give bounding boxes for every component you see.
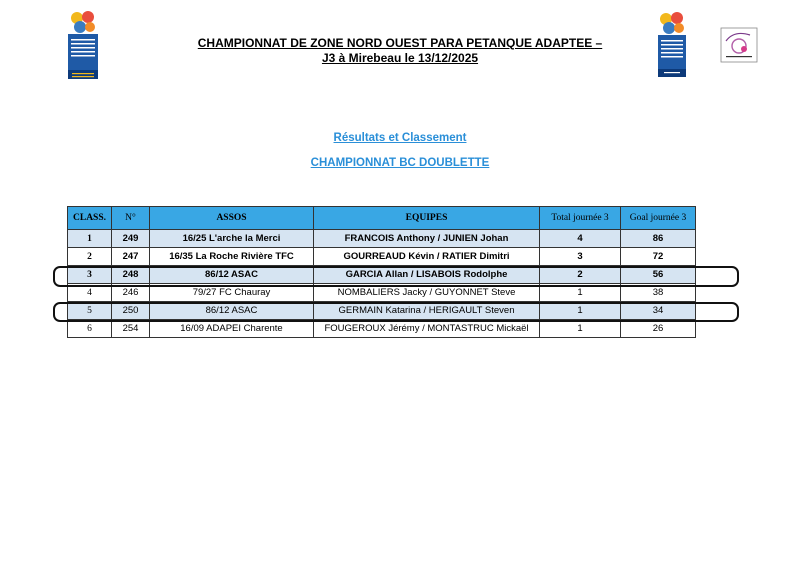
table-row bbox=[68, 266, 696, 284]
table-row bbox=[68, 302, 696, 320]
assos-cell: 86/12 ASAC bbox=[150, 266, 314, 284]
rank-cell: 2 bbox=[68, 248, 112, 266]
number-cell: 246 bbox=[112, 284, 150, 302]
assos-cell: 16/25 L'arche la Merci bbox=[150, 230, 314, 248]
table-row bbox=[68, 230, 696, 248]
header-goal: Goal journée 3 bbox=[621, 207, 696, 230]
total-cell: 3 bbox=[540, 248, 621, 266]
championship-heading: CHAMPIONNAT BC DOUBLETTE bbox=[310, 157, 490, 169]
table-row bbox=[68, 320, 696, 338]
ffsa-nouvelle-aquitaine-logo bbox=[66, 8, 100, 80]
goal-cell: 86 bbox=[621, 230, 696, 248]
total-cell: 2 bbox=[540, 266, 621, 284]
team-cell: GOURREAUD Kévin / RATIER Dimitri bbox=[314, 248, 540, 266]
number-cell: 254 bbox=[112, 320, 150, 338]
header-equipes: EQUIPES bbox=[314, 207, 540, 230]
total-cell: 4 bbox=[540, 230, 621, 248]
goal-cell: 72 bbox=[621, 248, 696, 266]
team-cell: GERMAIN Katarina / HERIGAULT Steven bbox=[314, 302, 540, 320]
number-cell: 249 bbox=[112, 230, 150, 248]
ffsa-vienne-logo bbox=[656, 10, 688, 78]
number-cell: 247 bbox=[112, 248, 150, 266]
goal-cell: 38 bbox=[621, 284, 696, 302]
table-header-row bbox=[68, 207, 696, 230]
team-cell: FRANCOIS Anthony / JUNIEN Johan bbox=[314, 230, 540, 248]
total-cell: 1 bbox=[540, 320, 621, 338]
title-line-1: CHAMPIONNAT DE ZONE NORD OUEST PARA PETANQUE ADAPTEE – bbox=[197, 36, 603, 50]
assos-cell: 16/35 La Roche Rivière TFC bbox=[150, 248, 314, 266]
table-row bbox=[68, 248, 696, 266]
assos-cell: 16/09 ADAPEI Charente bbox=[150, 320, 314, 338]
rank-cell: 6 bbox=[68, 320, 112, 338]
assos-cell: 86/12 ASAC bbox=[150, 302, 314, 320]
team-cell: FOUGEROUX Jérémy / MONTASTRUC Mickaël bbox=[314, 320, 540, 338]
total-cell: 1 bbox=[540, 302, 621, 320]
total-cell: 1 bbox=[540, 284, 621, 302]
header-class: CLASS. bbox=[68, 207, 112, 230]
assos-cell: 79/27 FC Chauray bbox=[150, 284, 314, 302]
number-cell: 248 bbox=[112, 266, 150, 284]
table-row bbox=[68, 284, 696, 302]
rank-cell: 1 bbox=[68, 230, 112, 248]
document-title bbox=[180, 36, 620, 66]
rank-cell: 3 bbox=[68, 266, 112, 284]
goal-cell: 34 bbox=[621, 302, 696, 320]
results-table bbox=[67, 206, 696, 338]
header-number: N° bbox=[112, 207, 150, 230]
number-cell: 250 bbox=[112, 302, 150, 320]
petanque-mirebalaise-logo bbox=[720, 27, 758, 63]
team-cell: NOMBALIERS Jacky / GUYONNET Steve bbox=[314, 284, 540, 302]
team-cell: GARCIA Allan / LISABOIS Rodolphe bbox=[314, 266, 540, 284]
goal-cell: 26 bbox=[621, 320, 696, 338]
header-assos: ASSOS bbox=[150, 207, 314, 230]
rank-cell: 5 bbox=[68, 302, 112, 320]
header-total: Total journée 3 bbox=[540, 207, 621, 230]
goal-cell: 56 bbox=[621, 266, 696, 284]
title-line-2: J3 à Mirebeau le 13/12/2025 bbox=[321, 51, 479, 65]
rank-cell: 4 bbox=[68, 284, 112, 302]
results-heading: Résultats et Classement bbox=[333, 132, 467, 144]
